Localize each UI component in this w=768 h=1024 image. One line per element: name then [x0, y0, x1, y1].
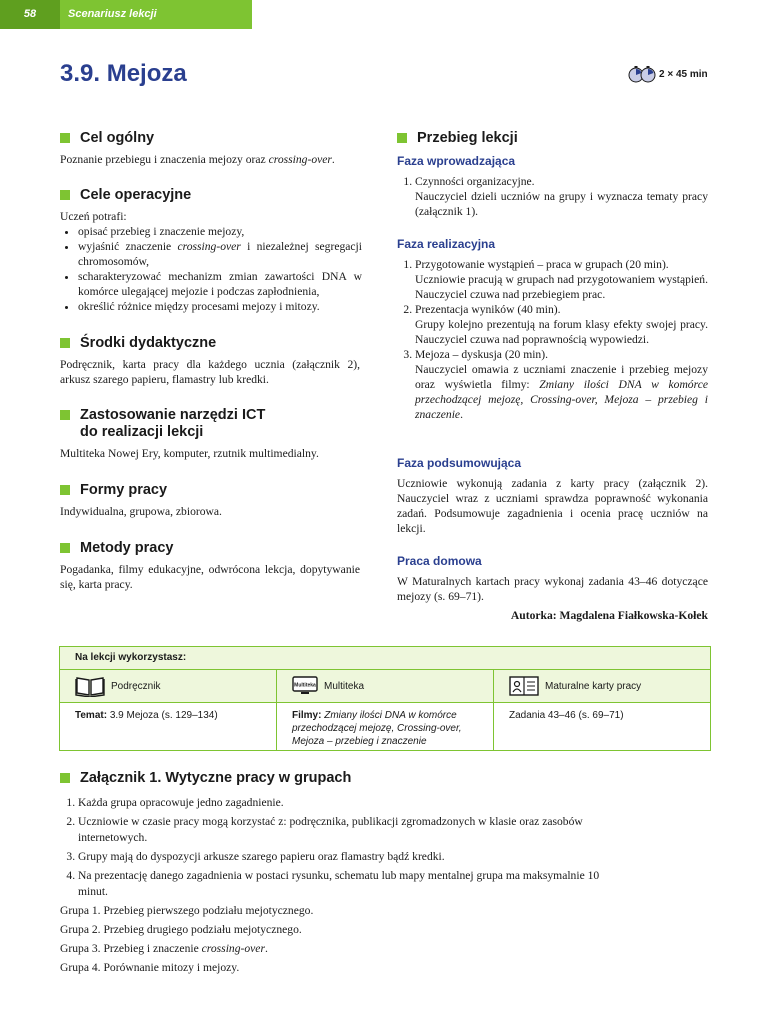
podsumowujaca-text: Uczniowie wykonują zadania z karty pracy (załącznik 2). Nauczyciel wraz z uczniami sprawdza poprawność wykonania zadań. Podsumowuje zagadnienia i ocenia pracę uczniów na lekcji.	[397, 477, 708, 535]
section-ict	[60, 407, 360, 461]
table-cell-multiteka: Filmy: Zmiany ilości DNA w komórce przechodzącej mejozę, Crossing-over, Mejoza – przebieg i znaczenie	[277, 703, 494, 750]
list-item: 2. Uczniowie w czasie pracy mogą korzystać z: podręcznika, publikacji zgromadzonych w klasie oraz zasobów internetowych.	[78, 814, 600, 846]
list-item: 4. Na prezentację danego zagadnienia w postaci rysunku, schematu lub mapy mentalnej grupa ma maksymalnie 10 minut.	[78, 868, 600, 900]
metody-text: Pogadanka, filmy edukacyjne, odwrócona lekcja, dopytywanie się, karta pracy.	[60, 563, 360, 591]
table-cell-karty: Zadania 43–46 (s. 69–71)	[509, 710, 624, 721]
section-faza-realizacyjna	[397, 237, 708, 422]
list-item: 3. Grupy mają do dyspozycji arkusze szarego papieru oraz flamastry bądź kredki.	[78, 849, 600, 865]
heading-praca-domowa: Praca domowa	[397, 554, 482, 568]
svg-text:Multiteka: Multiteka	[294, 682, 316, 689]
list-item: • wyjaśnić znaczenie crossing-over i niezależnej segregacji chromosomów,	[78, 239, 362, 269]
clock-icon	[628, 65, 656, 83]
worksheet-icon	[509, 676, 539, 696]
section-faza-podsumowujaca	[397, 456, 708, 536]
section-faza-wprowadzajaca	[397, 154, 708, 219]
list-item: 1. Przygotowanie wystąpień – praca w grupach (20 min). Uczniowie pracują w grupach nad przygotowaniem wystąpień. Nauczyciel czuwa nad przebiegiem prac.	[415, 257, 708, 302]
table-header-cell	[494, 670, 710, 702]
table-row	[60, 703, 710, 750]
heading-formy: Formy pracy	[60, 482, 360, 499]
list-item: 1. Czynności organizacyjne. Nauczyciel dzieli uczniów na grupy i wyznacza tematy pracy (załącznik 1).	[415, 174, 708, 219]
section-label: Scenariusz lekcji	[68, 8, 157, 20]
resources-table	[59, 646, 711, 751]
group-line: Grupa 3. Przebieg i znaczenie crossing-over.	[60, 942, 268, 955]
table-header-row	[60, 670, 710, 703]
section-formy	[60, 482, 360, 519]
page-number: 58	[0, 0, 60, 29]
table-header-label: Maturalne karty pracy	[545, 680, 642, 692]
heading-faza-wprowadzajaca: Faza wprowadzająca	[397, 154, 516, 168]
section-annex	[60, 770, 600, 792]
srodki-text: Podręcznik, karta pracy dla każdego ucznia (załącznik 2), arkusz szarego papieru, flamastry lub kredki.	[60, 358, 360, 386]
table-header-cell	[277, 670, 494, 702]
group-line: Grupa 2. Przebieg drugiego podziału mejotycznego.	[60, 923, 302, 936]
table-cell-podrecznik: Temat: 3.9 Mejoza (s. 129–134)	[60, 703, 277, 750]
realizacyjna-list	[397, 257, 708, 422]
formy-text: Indywidualna, grupowa, zbiorowa.	[60, 505, 222, 518]
heading-faza-podsumowujaca: Faza podsumowująca	[397, 456, 522, 470]
section-praca-domowa	[397, 554, 708, 623]
heading-ict: Zastosowanie narzędzi ICT do realizacji lekcji	[60, 407, 360, 441]
cele-intro: Uczeń potrafi:	[60, 210, 127, 223]
list-item: • scharakteryzować mechanizm zmian zawartości DNA w komórce ulegającej mejozie i podczas zapłodnienia,	[78, 269, 362, 299]
heading-annex: Załącznik 1. Wytyczne pracy w grupach	[60, 770, 600, 787]
duration-text: 2 × 45 min	[659, 68, 708, 80]
page-title: 3.9. Mejoza	[60, 60, 187, 87]
table-header-cell	[60, 670, 277, 702]
heading-metody: Metody pracy	[60, 540, 360, 557]
praca-domowa-text: W Maturalnych kartach pracy wykonaj zadania 43–46 dotyczące mejozy (s. 69–71).	[397, 575, 708, 603]
header-bar	[0, 0, 252, 29]
duration-badge	[628, 64, 708, 84]
heading-cele-operacyjne: Cele operacyjne	[60, 187, 362, 204]
group-line: Grupa 1. Przebieg pierwszego podziału mejotycznego.	[60, 904, 314, 917]
annex-list	[60, 795, 600, 900]
heading-przebieg: Przebieg lekcji	[397, 130, 708, 147]
heading-faza-realizacyjna: Faza realizacyjna	[397, 237, 496, 251]
section-cel-ogolny	[60, 130, 360, 167]
heading-srodki: Środki dydaktyczne	[60, 335, 360, 352]
table-header-label: Podręcznik	[111, 680, 161, 692]
cele-list	[60, 224, 362, 314]
table-caption: Na lekcji wykorzystasz:	[60, 647, 710, 670]
section-cele-operacyjne	[60, 187, 362, 314]
annex-body	[60, 795, 600, 976]
cel-ogolny-text: Poznanie przebiegu i znaczenia mejozy oraz crossing-over.	[60, 153, 335, 166]
book-icon	[75, 675, 105, 697]
list-item: 2. Prezentacja wyników (40 min). Grupy kolejno prezentują na forum klasy efekty swojej pracy. Nauczyciel czuwa nad poprawnością wypowiedzi.	[415, 302, 708, 347]
wprowadzajaca-list	[397, 174, 708, 219]
list-item: 1. Każda grupa opracowuje jedno zagadnienie.	[78, 795, 600, 811]
list-item: • opisać przebieg i znaczenie mejozy,	[78, 224, 362, 239]
author: Autorka: Magdalena Fiałkowska-Kołek	[510, 609, 708, 622]
list-item: • określić różnice między procesami mejozy i mitozy.	[78, 299, 362, 314]
heading-cel-ogolny: Cel ogólny	[60, 130, 360, 147]
section-przebieg	[397, 130, 708, 152]
table-header-label: Multiteka	[324, 680, 365, 692]
section-srodki	[60, 335, 360, 387]
group-line: Grupa 4. Porównanie mitozy i mejozy.	[60, 961, 240, 974]
list-item: 3. Mejoza – dyskusja (20 min). Nauczyciel omawia z uczniami znaczenie i przebieg mejozy oraz wyświetla filmy: Zmiany ilości DNA w komórce przechodzącej mejozę, Crossing-over, Mejoza – przebieg i znaczenie.	[415, 347, 708, 422]
multiteka-icon	[292, 676, 318, 696]
section-metody	[60, 540, 360, 592]
ict-text: Multiteka Nowej Ery, komputer, rzutnik multimedialny.	[60, 447, 319, 460]
